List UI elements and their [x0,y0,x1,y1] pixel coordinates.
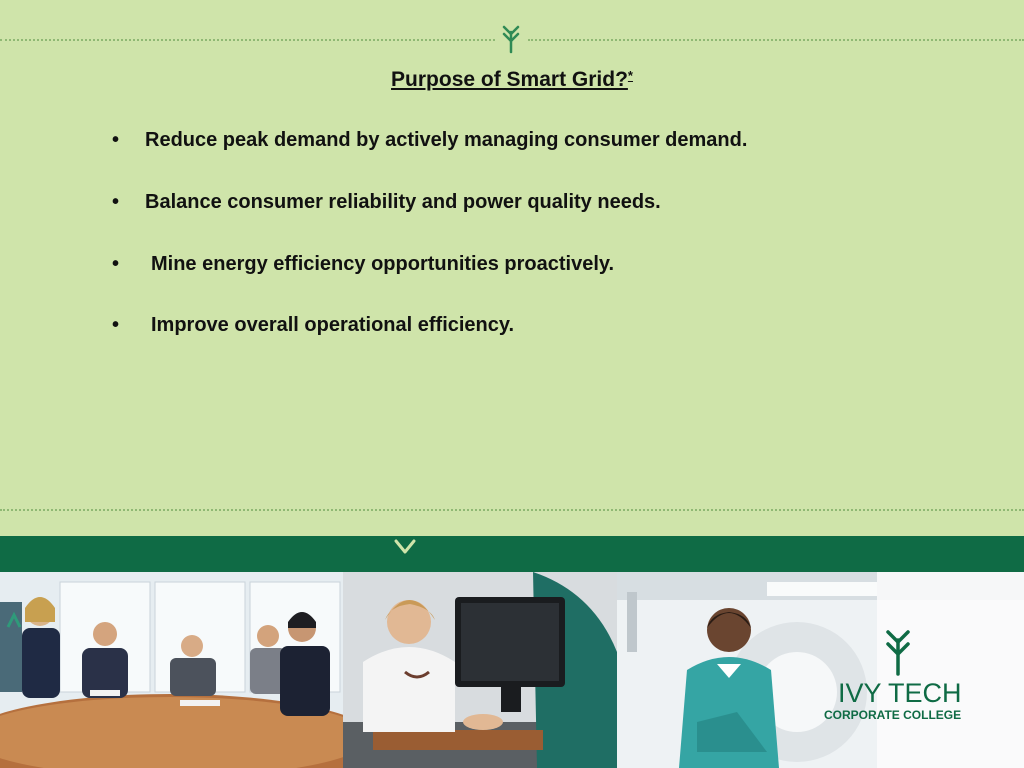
footer-band [0,536,1024,572]
office-worker-photo [343,572,617,768]
slide-title-text: Purpose of Smart Grid? [391,68,628,91]
top-dotted-divider-right [528,39,1024,41]
bullet-icon: • [112,129,120,151]
title-footnote-marker: * [627,68,633,83]
logo-subtitle: CORPORATE COLLEGE [824,708,962,722]
bottom-dotted-divider [0,509,1024,511]
ivy-tech-logo [818,628,978,728]
office-illustration [343,572,617,768]
slide-title [0,68,1024,92]
bullet-icon: • [112,191,120,213]
top-dotted-divider-left [0,39,495,41]
sprout-icon [501,24,521,54]
meeting-photo [0,572,343,768]
bullet-icon: • [112,314,120,336]
meeting-illustration [0,572,343,768]
bullet-text: Improve overall operational efficiency. [151,314,515,336]
bullet-icon: • [112,253,120,275]
bullet-text: Mine energy efficiency opportunities proactively. [151,253,615,275]
bullet-text: Reduce peak demand by actively managing consumer demand. [145,129,748,151]
sprout-logo-icon [884,628,912,676]
logo-name: IVY TECH [838,678,962,708]
bullet-text: Balance consumer reliability and power quality needs. [145,191,661,213]
chevron-down-icon [393,538,417,556]
